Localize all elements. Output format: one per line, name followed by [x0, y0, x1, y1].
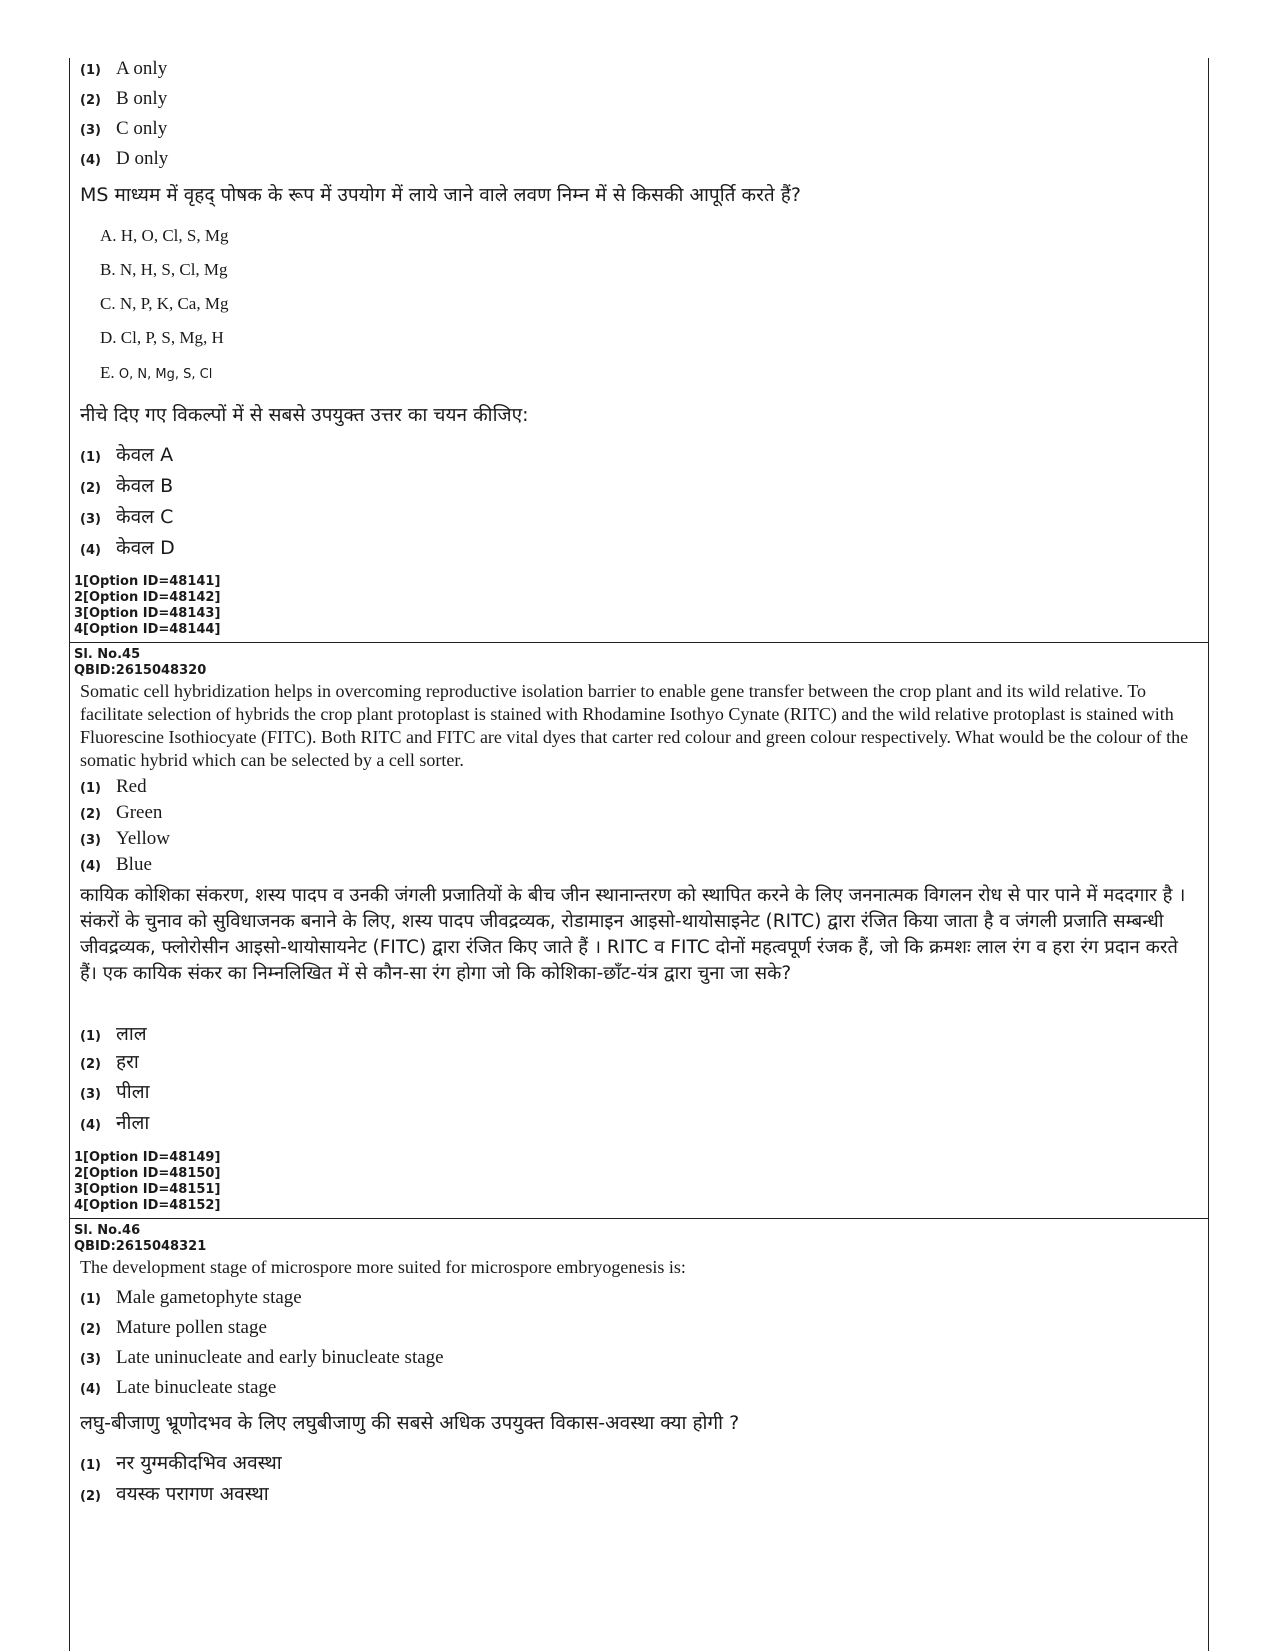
option-item: (4) D only — [80, 148, 169, 169]
option-item: (2) वयस्क परागण अवस्था — [80, 1483, 269, 1505]
option-id-list: 1[Option ID=48141] 2[Option ID=48142] 3[Option ID=48143] 4[Option ID=48144] — [74, 574, 221, 637]
option-id-list: 1[Option ID=48149] 2[Option ID=48150] 3[Option ID=48151] 4[Option ID=48152] — [74, 1150, 221, 1213]
question-divider — [70, 1218, 1208, 1219]
option-item: (2) हरा — [80, 1051, 139, 1073]
question-text-hindi: लघु-बीजाणु भ्रूणोदभव के लिए लघुबीजाणु की सबसे अधिक उपयुक्त विकास-अवस्था क्या होगी ? — [80, 1412, 740, 1434]
question-divider — [70, 642, 1208, 643]
option-item: (3) पीला — [80, 1081, 150, 1103]
option-item: (4) Late binucleate stage — [80, 1377, 277, 1398]
option-item: (4) Blue — [80, 854, 152, 875]
qbid: QBID:2615048320 — [74, 663, 207, 678]
option-item: (2) Green — [80, 802, 163, 823]
option-item: (4) नीला — [80, 1112, 150, 1134]
statement-item: E. O, N, Mg, S, Cl — [100, 363, 213, 382]
qbid: QBID:2615048321 — [74, 1239, 207, 1254]
instruction-text-hindi: नीचे दिए गए विकल्पों में से सबसे उपयुक्त उत्तर का चयन कीजिए: — [80, 404, 529, 426]
question-text-english: Somatic cell hybridization helps in overcoming reproductive isolation barrier to enable gene transfer between the crop plant and its wild relative. To facilitate selection of hybrids the crop plant protoplast is stained with Rhodamine Isothyo Cynate (RITC) and the wild relative protoplast is stained with Fluorescine Isothiocyate (FITC). Both RITC and FITC are vital dyes that carter red colour and green colour respectively. What would be the colour of the somatic hybrid which can be selected by a cell sorter. — [80, 681, 1189, 770]
option-item: (2) केवल B — [80, 475, 174, 497]
option-item: (1) A only — [80, 58, 168, 79]
option-item: (3) केवल C — [80, 506, 174, 528]
question-header — [74, 1223, 206, 1255]
option-item: (1) नर युग्मकीदभिव अवस्था — [80, 1452, 282, 1474]
option-item: (3) Late uninucleate and early binucleate stage — [80, 1347, 444, 1368]
statement-item: A. H, O, Cl, S, Mg — [100, 226, 229, 245]
sl-no: Sl. No.46 — [74, 1223, 141, 1238]
statement-item: D. Cl, P, S, Mg, H — [100, 328, 224, 347]
option-item: (3) Yellow — [80, 828, 171, 849]
question-header — [74, 647, 206, 679]
option-item: (1) Male gametophyte stage — [80, 1287, 302, 1308]
question-text-hindi: कायिक कोशिका संकरण, शस्य पादप व उनकी जंगली प्रजातियों के बीच जीन स्थानान्तरण को स्थापित करने के लिए जननात्मक विगलन रोध से पार पाने में मददगार है । संकरों के चुनाव को सुविधाजनक बनाने के लिए, शस्य पादप जीवद्रव्यक, रोडामाइन आइसो-थायोसाइनेट (RITC) द्वारा रंजित किया जाता है व जंगली प्रजाति सम्बन्धी जीवद्रव्यक, फ्लोरोसीन आइसो-थायोसायनेट (FITC) द्वारा रंजित किए जाते हैं । RITC व FITC दोनों महत्वपूर्ण रंजक हैं, जो कि क्रमशः लाल रंग व हरा रंग प्रदान करते हैं। एक कायिक संकर का निम्नलिखित में से कौन-सा रंग होगा जो कि कोशिका-छाँट-यंत्र द्वारा चुना जा सके? — [80, 885, 1186, 984]
option-item: (4) केवल D — [80, 537, 175, 559]
question-page — [69, 58, 1209, 1651]
statement-item: C. N, P, K, Ca, Mg — [100, 294, 229, 313]
option-item: (1) केवल A — [80, 444, 174, 466]
sl-no: Sl. No.45 — [74, 647, 141, 662]
option-item: (1) Red — [80, 776, 147, 797]
option-item: (1) लाल — [80, 1023, 147, 1045]
option-item: (3) C only — [80, 118, 168, 139]
statement-item: B. N, H, S, Cl, Mg — [100, 260, 228, 279]
question-text-english: The development stage of microspore more suited for microspore embryogenesis is: — [80, 1257, 686, 1277]
option-item: (2) Mature pollen stage — [80, 1317, 267, 1338]
option-item: (2) B only — [80, 88, 168, 109]
question-text-hindi: MS माध्यम में वृहद् पोषक के रूप में उपयोग में लाये जाने वाले लवण निम्न में से किसकी आपूर्ति करते हैं? — [80, 184, 801, 206]
